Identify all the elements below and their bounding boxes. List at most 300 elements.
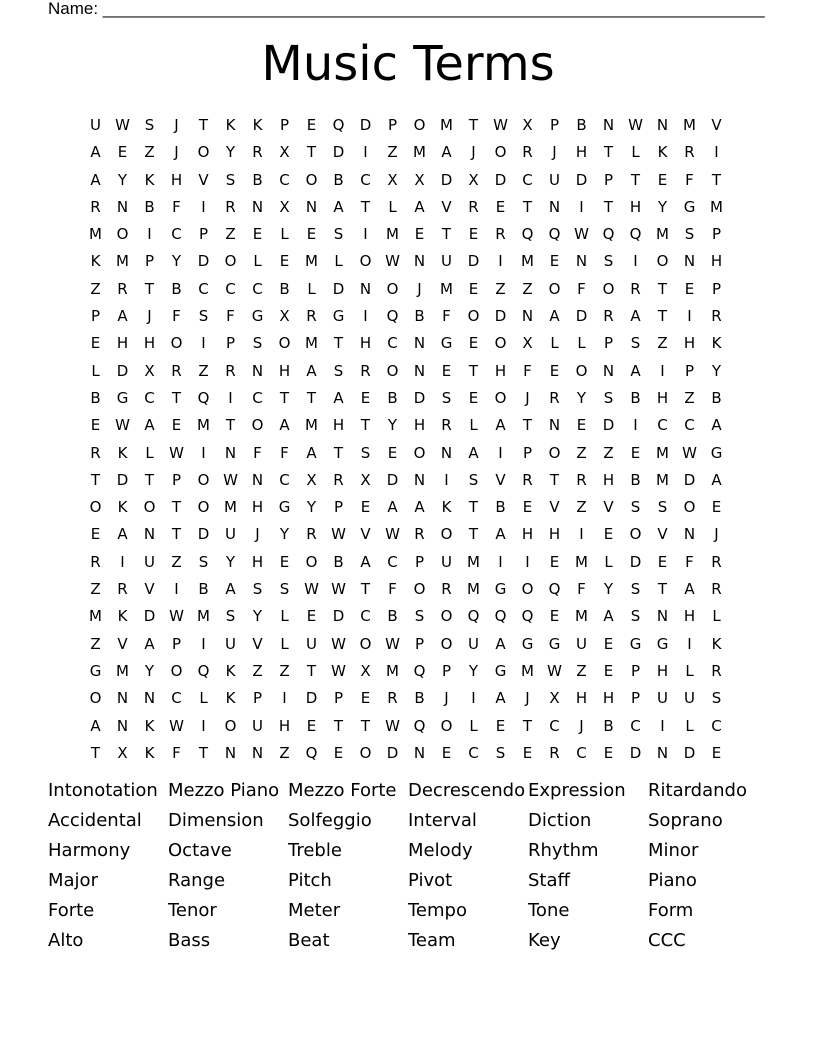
grid-letter: L (685, 716, 694, 735)
grid-letter: P (549, 116, 560, 134)
grid-letter: U (306, 634, 317, 653)
grid-letter: U (576, 634, 587, 653)
grid-letter: H (521, 525, 534, 544)
grid-letter: E (657, 170, 668, 189)
grid-letter: C (630, 716, 641, 735)
grid-letter: X (360, 661, 371, 680)
grid-letter: J (147, 307, 152, 326)
grid-row (82, 740, 730, 767)
grid-row (82, 685, 730, 712)
grid-letter: P (333, 689, 344, 708)
grid-letter: T (468, 116, 479, 134)
grid-letter: E (576, 416, 587, 435)
grid-letter: L (334, 252, 343, 271)
grid-row (82, 221, 730, 248)
word-list-row (48, 866, 788, 896)
page-title: Music Terms (261, 36, 555, 92)
grid-letter: E (495, 716, 506, 735)
grid-letter: A (495, 525, 506, 544)
grid-letter: C (549, 716, 560, 735)
grid-letter: A (468, 443, 479, 462)
grid-letter: Z (90, 634, 101, 653)
grid-letter: E (117, 143, 128, 162)
grid-letter: C (657, 416, 668, 435)
grid-letter: S (630, 334, 641, 353)
word-list-item: Ritardando (648, 780, 747, 801)
grid-letter: I (633, 252, 638, 271)
grid-letter: F (577, 279, 586, 298)
grid-letter: H (359, 334, 372, 353)
grid-letter: D (386, 743, 399, 762)
word-list-item: Alto (48, 930, 84, 951)
grid-letter: T (198, 743, 209, 762)
grid-letter: S (252, 334, 263, 353)
grid-letter: Q (386, 307, 399, 326)
grid-letter: H (602, 470, 615, 489)
grid-letter: K (90, 252, 101, 271)
grid-letter: M (656, 470, 669, 489)
grid-letter: B (711, 388, 722, 407)
grid-letter: T (306, 143, 317, 162)
grid-letter: N (305, 197, 318, 216)
grid-row (82, 330, 730, 357)
grid-letter: T (468, 498, 479, 517)
grid-letter: R (522, 143, 533, 162)
grid-row (82, 576, 730, 603)
grid-letter: M (116, 252, 129, 271)
grid-letter: E (279, 252, 290, 271)
grid-letter: A (306, 443, 317, 462)
grid-letter: K (225, 661, 236, 680)
grid-letter: K (252, 116, 263, 134)
grid-letter: Q (413, 716, 426, 735)
grid-letter: C (576, 743, 587, 762)
grid-letter: B (414, 689, 425, 708)
grid-letter: S (279, 580, 290, 599)
grid-letter: R (576, 470, 587, 489)
grid-letter: R (549, 743, 560, 762)
grid-letter: L (712, 607, 721, 626)
grid-letter: W (493, 116, 508, 134)
grid-letter: E (360, 689, 371, 708)
grid-letter: X (279, 197, 290, 216)
grid-letter: A (144, 416, 155, 435)
grid-row (82, 248, 730, 275)
word-list-item: Intonotation (48, 780, 158, 801)
grid-letter: R (252, 143, 263, 162)
grid-letter: Z (576, 443, 587, 462)
grid-letter: D (197, 252, 210, 271)
grid-letter: O (440, 716, 453, 735)
grid-letter: N (683, 252, 696, 271)
grid-letter: V (603, 498, 614, 517)
grid-letter: T (90, 743, 101, 762)
grid-letter: A (414, 197, 425, 216)
grid-letter: Z (576, 498, 587, 517)
grid-letter: O (494, 388, 507, 407)
grid-letter: L (145, 443, 154, 462)
grid-letter: Q (332, 116, 345, 134)
grid-letter: H (413, 416, 426, 435)
grid-letter: C (360, 607, 371, 626)
grid-letter: M (305, 252, 318, 271)
grid-letter: O (224, 252, 237, 271)
grid-letter: M (467, 580, 480, 599)
grid-letter: T (630, 170, 641, 189)
grid-letter: R (171, 361, 182, 380)
grid-letter: L (469, 416, 478, 435)
grid-letter: E (549, 361, 560, 380)
grid-letter: R (90, 443, 101, 462)
grid-letter: E (306, 225, 317, 244)
grid-letter: E (306, 607, 317, 626)
grid-letter: U (441, 552, 452, 571)
grid-letter: O (89, 498, 102, 517)
grid-letter: S (495, 743, 506, 762)
grid-letter: P (711, 225, 722, 244)
grid-letter: Q (629, 225, 642, 244)
grid-letter: O (575, 361, 588, 380)
grid-letter: J (417, 279, 422, 298)
grid-letter: I (714, 143, 719, 162)
grid-letter: R (441, 580, 452, 599)
grid-letter: F (685, 170, 694, 189)
grid-letter: P (198, 225, 209, 244)
grid-letter: Y (252, 607, 263, 626)
grid-letter: C (522, 170, 533, 189)
grid-row (82, 194, 730, 221)
grid-letter: T (144, 279, 155, 298)
grid-letter: N (224, 743, 237, 762)
grid-letter: J (174, 143, 179, 162)
grid-letter: N (602, 361, 615, 380)
grid-row (82, 658, 730, 685)
grid-letter: W (682, 443, 697, 462)
grid-letter: E (522, 743, 533, 762)
grid-letter: C (171, 689, 182, 708)
grid-letter: W (385, 716, 400, 735)
name-field-line[interactable]: Name: ______________________________________________________________________ (48, 0, 765, 18)
grid-letter: P (603, 170, 614, 189)
grid-letter: O (251, 416, 264, 435)
grid-letter: D (332, 607, 345, 626)
grid-letter: E (360, 498, 371, 517)
grid-letter: M (521, 252, 534, 271)
word-list-item: Solfeggio (288, 810, 372, 831)
grid-letter: V (117, 634, 128, 653)
grid-letter: I (201, 197, 206, 216)
grid-letter: E (549, 607, 560, 626)
grid-letter: V (144, 580, 155, 599)
grid-letter: M (89, 607, 102, 626)
grid-row (82, 440, 730, 467)
grid-letter: H (251, 552, 264, 571)
word-list-row (48, 776, 788, 806)
grid-letter: F (442, 307, 451, 326)
grid-letter: B (414, 307, 425, 326)
grid-letter: Z (144, 143, 155, 162)
grid-letter: Z (198, 361, 209, 380)
grid-letter: M (89, 225, 102, 244)
grid-letter: W (574, 225, 589, 244)
word-list-item: Piano (648, 870, 697, 891)
grid-letter: H (332, 416, 345, 435)
word-list-item: Team (408, 930, 456, 951)
grid-letter: N (656, 743, 669, 762)
grid-letter: W (331, 634, 346, 653)
grid-letter: Z (225, 225, 236, 244)
grid-letter: Z (684, 388, 695, 407)
grid-letter: E (441, 361, 452, 380)
grid-letter: U (144, 552, 155, 571)
word-list-item: Melody (408, 840, 473, 861)
grid-letter: Y (387, 416, 398, 435)
grid-letter: P (90, 307, 101, 326)
grid-letter: I (579, 197, 584, 216)
grid-letter: O (413, 443, 426, 462)
grid-letter: K (117, 498, 128, 517)
grid-letter: G (656, 634, 669, 653)
grid-letter: E (495, 197, 506, 216)
grid-letter: E (549, 552, 560, 571)
grid-letter: R (117, 279, 128, 298)
grid-letter: O (386, 279, 399, 298)
grid-letter: T (333, 443, 344, 462)
grid-letter: E (441, 743, 452, 762)
grid-letter: E (90, 416, 101, 435)
grid-letter: N (413, 334, 426, 353)
grid-letter: A (387, 498, 398, 517)
grid-letter: P (684, 361, 695, 380)
grid-letter: S (333, 361, 344, 380)
grid-letter: M (575, 607, 588, 626)
grid-letter: T (198, 116, 209, 134)
grid-letter: C (225, 279, 236, 298)
grid-letter: T (360, 716, 371, 735)
grid-letter: P (522, 443, 533, 462)
grid-letter: U (225, 525, 236, 544)
grid-letter: D (413, 388, 426, 407)
grid-letter: A (90, 716, 101, 735)
grid-letter: Y (117, 170, 128, 189)
grid-letter: W (169, 607, 184, 626)
grid-letter: G (494, 580, 507, 599)
grid-letter: I (444, 470, 449, 489)
grid-letter: I (363, 307, 368, 326)
grid-letter: W (331, 661, 346, 680)
grid-letter: Q (467, 607, 480, 626)
grid-letter: N (116, 689, 129, 708)
grid-letter: B (387, 607, 398, 626)
grid-letter: R (90, 552, 101, 571)
grid-letter: U (90, 116, 101, 134)
grid-letter: S (468, 470, 479, 489)
grid-letter: S (252, 580, 263, 599)
grid-letter: R (468, 197, 479, 216)
grid-letter: W (547, 661, 562, 680)
grid-letter: N (251, 743, 264, 762)
grid-letter: A (333, 388, 344, 407)
grid-letter: U (252, 716, 263, 735)
grid-letter: R (306, 525, 317, 544)
grid-letter: O (602, 279, 615, 298)
grid-letter: L (604, 552, 613, 571)
grid-letter: T (144, 470, 155, 489)
grid-letter: I (228, 388, 233, 407)
grid-letter: K (657, 143, 668, 162)
grid-letter: N (251, 470, 264, 489)
grid-letter: O (413, 580, 426, 599)
grid-letter: I (201, 334, 206, 353)
word-list-item: Form (648, 900, 694, 921)
grid-letter: Q (197, 661, 210, 680)
grid-letter: N (683, 525, 696, 544)
grid-letter: S (144, 116, 155, 134)
grid-letter: T (657, 580, 668, 599)
grid-letter: S (333, 225, 344, 244)
grid-letter: S (225, 170, 236, 189)
grid-letter: Q (521, 607, 534, 626)
grid-letter: S (684, 225, 695, 244)
grid-letter: B (144, 197, 155, 216)
grid-letter: J (552, 143, 557, 162)
grid-letter: M (575, 552, 588, 571)
grid-letter: P (630, 661, 641, 680)
grid-letter: X (522, 334, 533, 353)
grid-letter: S (603, 252, 614, 271)
grid-letter: Z (90, 580, 101, 599)
grid-letter: X (468, 170, 479, 189)
word-list-item: Mezzo Forte (288, 780, 397, 801)
grid-letter: A (117, 307, 128, 326)
grid-letter: O (386, 361, 399, 380)
grid-letter: C (198, 279, 209, 298)
grid-letter: C (171, 225, 182, 244)
grid-letter: Z (252, 661, 263, 680)
grid-letter: Y (171, 252, 182, 271)
grid-letter: F (172, 307, 181, 326)
word-list-item: Range (168, 870, 226, 891)
grid-letter: B (630, 470, 641, 489)
grid-letter: J (525, 388, 530, 407)
grid-letter: O (278, 334, 291, 353)
grid-letter: R (711, 580, 722, 599)
grid-letter: G (494, 661, 507, 680)
grid-letter: G (629, 634, 642, 653)
grid-letter: A (711, 416, 722, 435)
grid-letter: I (120, 552, 125, 571)
grid-letter: N (656, 607, 669, 626)
word-list-item: Mezzo Piano (168, 780, 280, 801)
grid-letter: V (549, 498, 560, 517)
grid-letter: T (468, 525, 479, 544)
grid-row (82, 467, 730, 494)
grid-letter: E (468, 334, 479, 353)
grid-letter: D (629, 743, 642, 762)
grid-letter: K (117, 607, 128, 626)
word-list-item: Minor (648, 840, 699, 861)
grid-letter: F (685, 552, 694, 571)
grid-letter: A (495, 634, 506, 653)
grid-letter: R (711, 552, 722, 571)
grid-letter: O (170, 334, 183, 353)
grid-letter: P (225, 334, 236, 353)
grid-letter: O (440, 607, 453, 626)
grid-letter: T (360, 416, 371, 435)
grid-letter: O (197, 143, 210, 162)
grid-letter: M (656, 443, 669, 462)
grid-row (82, 494, 730, 521)
grid-letter: R (387, 689, 398, 708)
grid-letter: U (441, 252, 452, 271)
word-list-row (48, 926, 788, 956)
grid-letter: T (522, 416, 533, 435)
grid-letter: T (171, 388, 182, 407)
grid-letter: G (278, 498, 291, 517)
grid-letter: X (414, 170, 425, 189)
grid-letter: K (711, 334, 722, 353)
grid-letter: H (575, 143, 588, 162)
grid-letter: L (280, 225, 289, 244)
grid-letter: R (711, 661, 722, 680)
grid-letter: O (683, 498, 696, 517)
grid-letter: I (579, 525, 584, 544)
grid-letter: T (603, 197, 614, 216)
grid-letter: C (252, 388, 263, 407)
grid-letter: I (498, 443, 503, 462)
grid-letter: B (252, 170, 263, 189)
grid-letter: O (89, 689, 102, 708)
grid-letter: H (494, 361, 507, 380)
grid-letter: B (171, 279, 182, 298)
grid-letter: D (494, 307, 507, 326)
grid-letter: L (199, 689, 208, 708)
grid-letter: R (684, 143, 695, 162)
grid-letter: N (440, 443, 453, 462)
grid-letter: W (169, 716, 184, 735)
grid-letter: X (522, 116, 533, 134)
grid-letter: W (628, 116, 643, 134)
grid-letter: N (116, 716, 129, 735)
grid-letter: E (603, 743, 614, 762)
grid-letter: B (630, 388, 641, 407)
grid-letter: E (333, 743, 344, 762)
word-list-item: Bass (168, 930, 211, 951)
grid-letter: D (305, 689, 318, 708)
word-list-item: Octave (168, 840, 232, 861)
grid-letter: Y (657, 197, 668, 216)
grid-letter: P (279, 116, 290, 134)
grid-letter: O (224, 716, 237, 735)
grid-letter: S (630, 580, 641, 599)
word-list-item: CCC (648, 930, 686, 951)
grid-letter: A (90, 143, 101, 162)
grid-letter: W (115, 116, 130, 134)
grid-letter: Z (279, 743, 290, 762)
grid-letter: R (225, 361, 236, 380)
grid-row (82, 549, 730, 576)
grid-letter: Y (279, 525, 290, 544)
grid-letter: G (440, 334, 453, 353)
grid-letter: E (414, 225, 425, 244)
grid-letter: M (710, 197, 723, 216)
grid-letter: G (116, 388, 129, 407)
grid-letter: G (89, 661, 102, 680)
grid-letter: L (577, 334, 586, 353)
grid-letter: A (360, 552, 371, 571)
grid-letter: T (711, 170, 722, 189)
grid-letter: O (440, 525, 453, 544)
